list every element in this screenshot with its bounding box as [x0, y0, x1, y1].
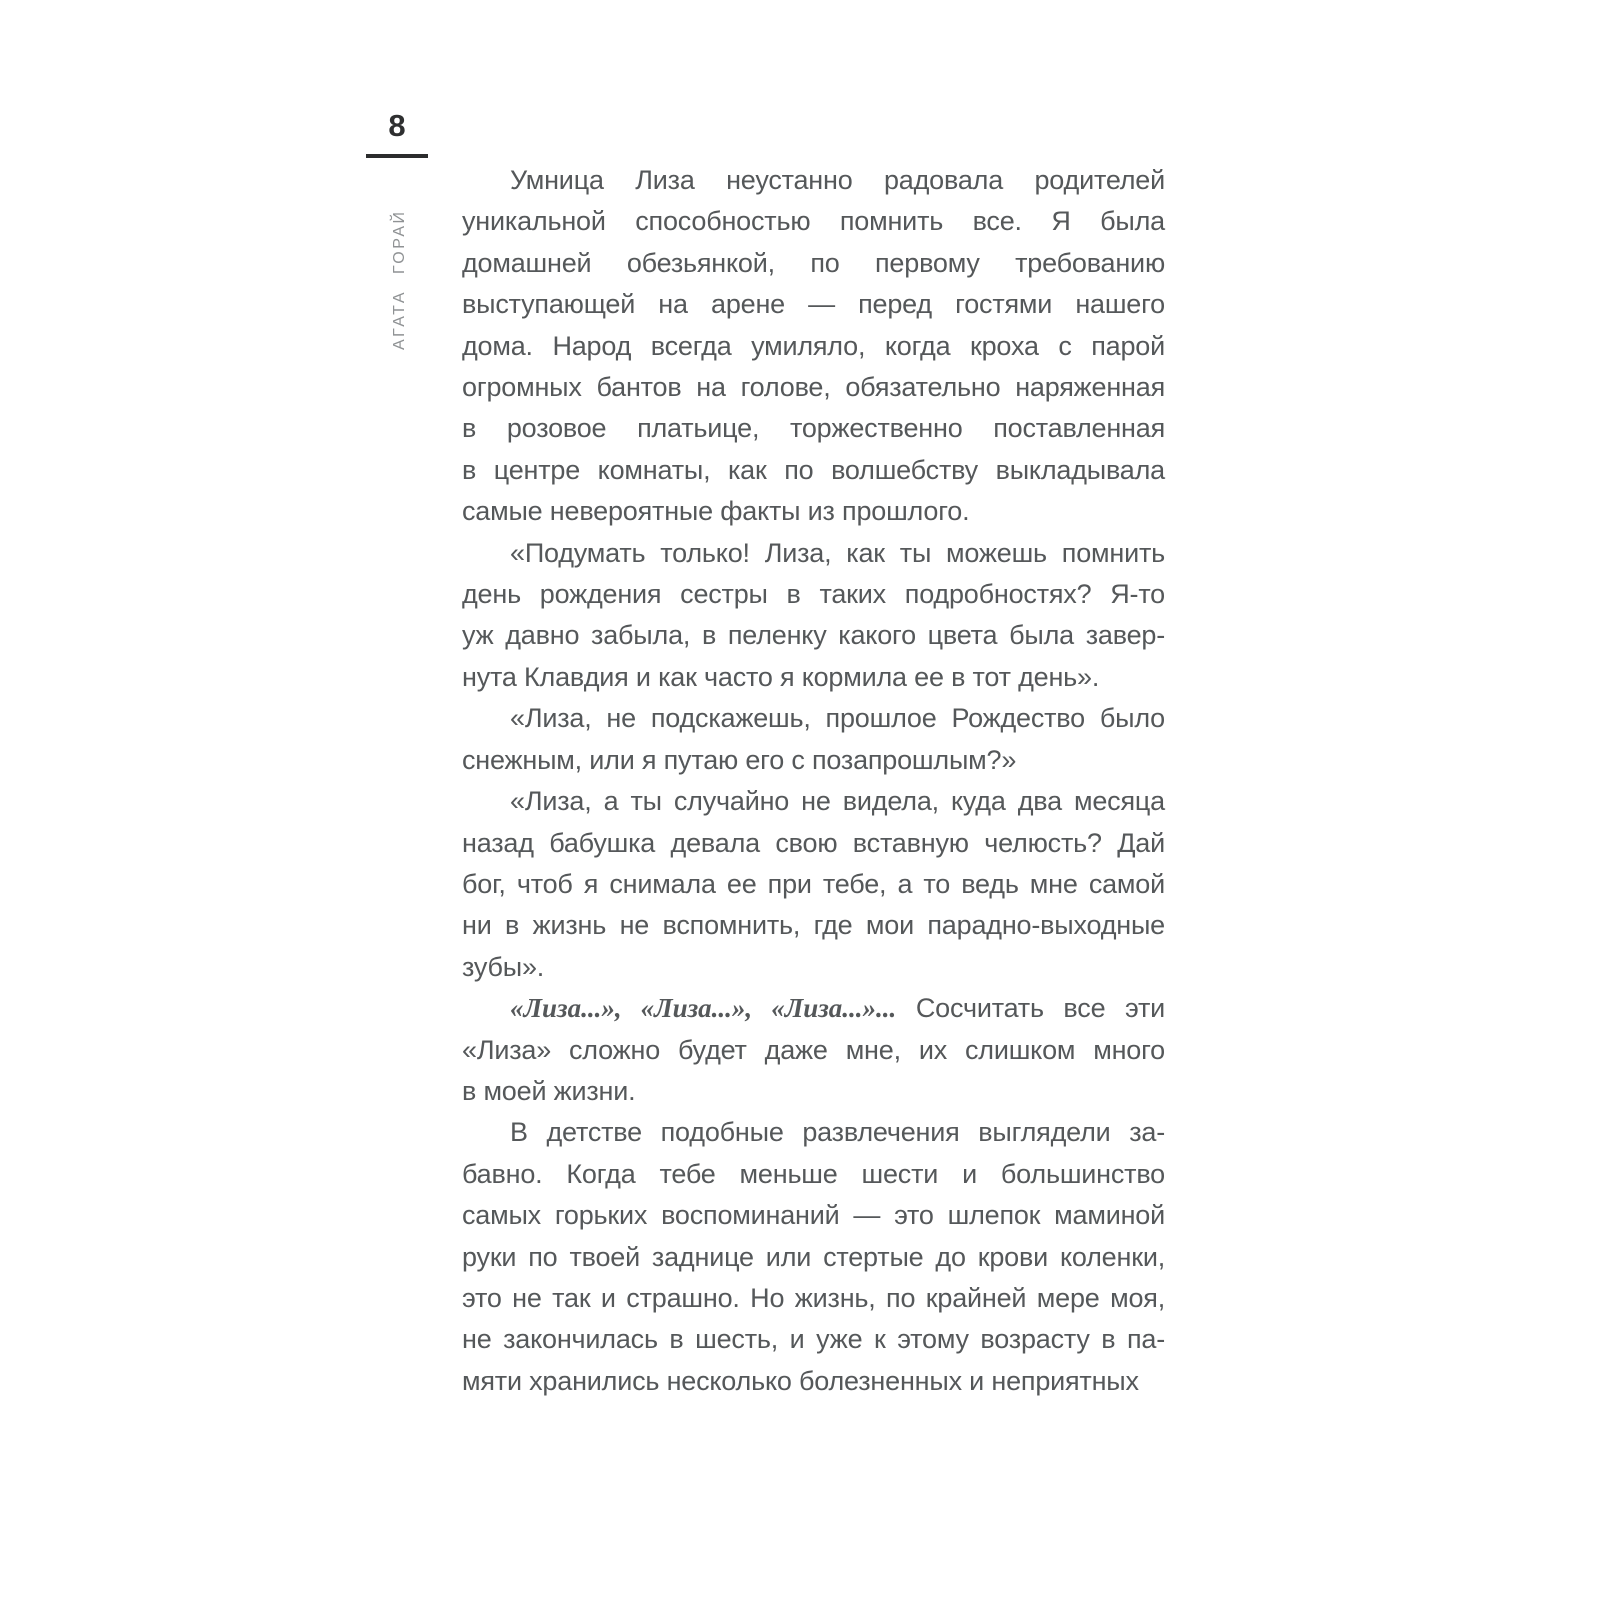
text-line	[462, 988, 1165, 1029]
text-line: «Подумать только! Лиза, как ты можешь помнить	[510, 537, 1165, 568]
text-line: дома. Народ всегда умиляло, когда кроха с парой	[462, 330, 1165, 361]
text-line: «Лиза» сложно будет даже мне, их слишком много	[462, 1034, 1165, 1065]
text-line: «Лиза, а ты случайно не видела, куда два месяца	[510, 786, 1165, 817]
page-number: 8	[388, 108, 406, 143]
text-line: Умница Лиза неустанно радовала родителей	[510, 165, 1165, 195]
text-line: В детстве подобные развлечения выглядели за-	[510, 1117, 1165, 1148]
page-header	[366, 106, 428, 158]
text-line: уникальной способностью помнить все. Я была	[462, 206, 1165, 237]
text-line: день рождения сестры в таких подробностях? Я-то	[462, 579, 1165, 610]
emphasized-phrase: «Лиза...», «Лиза...», «Лиза...»...	[510, 993, 897, 1024]
text-line: бог, чтоб я снимала ее при тебе, а то ведь мне самой	[462, 868, 1165, 899]
author-name-vertical: АГАТА ГОРАЙ	[391, 209, 408, 350]
text-segment: Сосчитать все эти	[896, 993, 1165, 1024]
text-line: назад бабушка девала свою вставную челюсть? Дай	[462, 827, 1165, 858]
text-line: ни в жизнь не вспомнить, где мои парадно-выходные	[462, 910, 1165, 941]
text-line: в моей жизни.	[462, 1075, 636, 1106]
text-line: уж давно забыла, в пеленку какого цвета была завер-	[462, 620, 1165, 651]
text-line: огромных бантов на голове, обязательно наряженная	[462, 372, 1165, 403]
text-line: бавно. Когда тебе меньше шести и большинство	[462, 1158, 1165, 1189]
text-line: снежным, или я путаю его с позапрошлым?»	[462, 744, 1017, 775]
text-line: домашней обезьянкой, по первому требованию	[462, 247, 1165, 278]
body-text	[462, 160, 1165, 1402]
text-line: мяти хранились несколько болезненных и неприятных	[462, 1365, 1139, 1396]
text-line: это не так и страшно. Но жизнь, по крайней мере моя,	[462, 1282, 1165, 1313]
text-line: зубы».	[462, 951, 545, 982]
text-line: не закончилась в шесть, и уже к этому возрасту в па-	[462, 1324, 1165, 1355]
text-line: самые невероятные факты из прошлого.	[462, 496, 970, 527]
text-line: нута Клавдия и как часто я кормила ее в тот день».	[462, 661, 1100, 692]
text-line: в розовое платьице, торжественно поставленная	[462, 413, 1165, 444]
text-line: руки по твоей заднице или стертые до крови коленки,	[462, 1241, 1165, 1272]
text-line: в центре комнаты, как по волшебству выкладывала	[462, 454, 1165, 485]
text-line: самых горьких воспоминаний — это шлепок маминой	[462, 1200, 1165, 1231]
text-line: «Лиза, не подскажешь, прошлое Рождество было	[510, 703, 1165, 734]
header-rule	[366, 154, 428, 158]
text-line: выступающей на арене — перед гостями нашего	[462, 289, 1165, 320]
